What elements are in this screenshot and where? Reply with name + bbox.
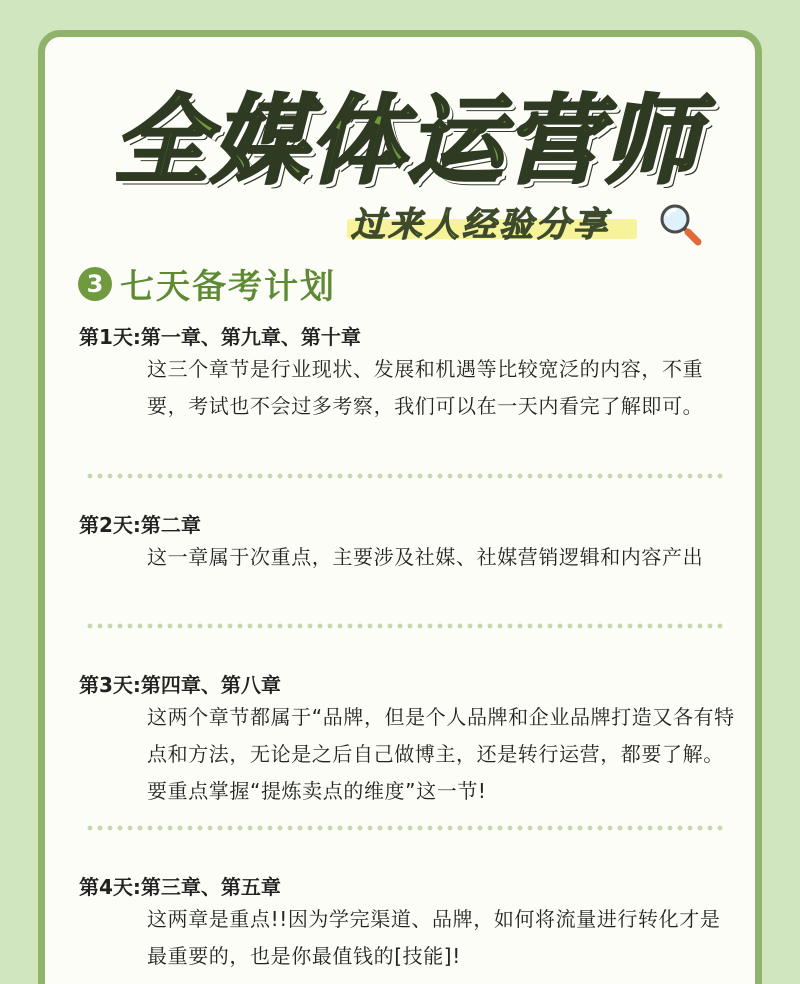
dotted-divider — [85, 623, 725, 629]
dotted-divider — [85, 825, 725, 831]
day-item-3 — [79, 671, 739, 810]
page-title: 全媒体运营师 — [113, 85, 701, 197]
day-description: 这两章是重点!!因为学完渠道、品牌，如何将流量进行转化才是最重要的，也是你最值钱的[技能]! — [147, 907, 721, 968]
day-item-1 — [79, 323, 739, 425]
day-item-2 — [79, 511, 739, 576]
subtitle-block — [351, 197, 610, 247]
day-label: 第2天:第二章 — [79, 513, 201, 537]
day-label: 第1天:第一章、第九章、第十章 — [79, 325, 361, 349]
day-label: 第3天:第四章、第八章 — [79, 673, 281, 697]
day-description: 这两个章节都属于“品牌，但是个人品牌和企业品牌打造又各有特点和方法，无论是之后自己做博主，还是转行运营，都要了解。要重点掌握“提炼卖点的维度”这一节! — [147, 705, 735, 803]
day-description: 这一章属于次重点，主要涉及社媒、社媒营销逻辑和内容产出 — [147, 545, 704, 569]
section-header — [78, 259, 336, 308]
section-title: 七天备考计划 — [120, 267, 336, 307]
dotted-divider — [85, 473, 725, 479]
subtitle: 过来人经验分享 — [351, 205, 610, 245]
day-item-4 — [79, 873, 739, 975]
content-card — [38, 30, 762, 984]
day-label: 第4天:第三章、第五章 — [79, 875, 281, 899]
magnifier-icon — [657, 201, 703, 247]
section-number-badge: 3 — [78, 267, 112, 301]
day-description: 这三个章节是行业现状、发展和机遇等比较宽泛的内容，不重要，考试也不会过多考察，我们可以在一天内看完了解即可。 — [147, 357, 704, 418]
